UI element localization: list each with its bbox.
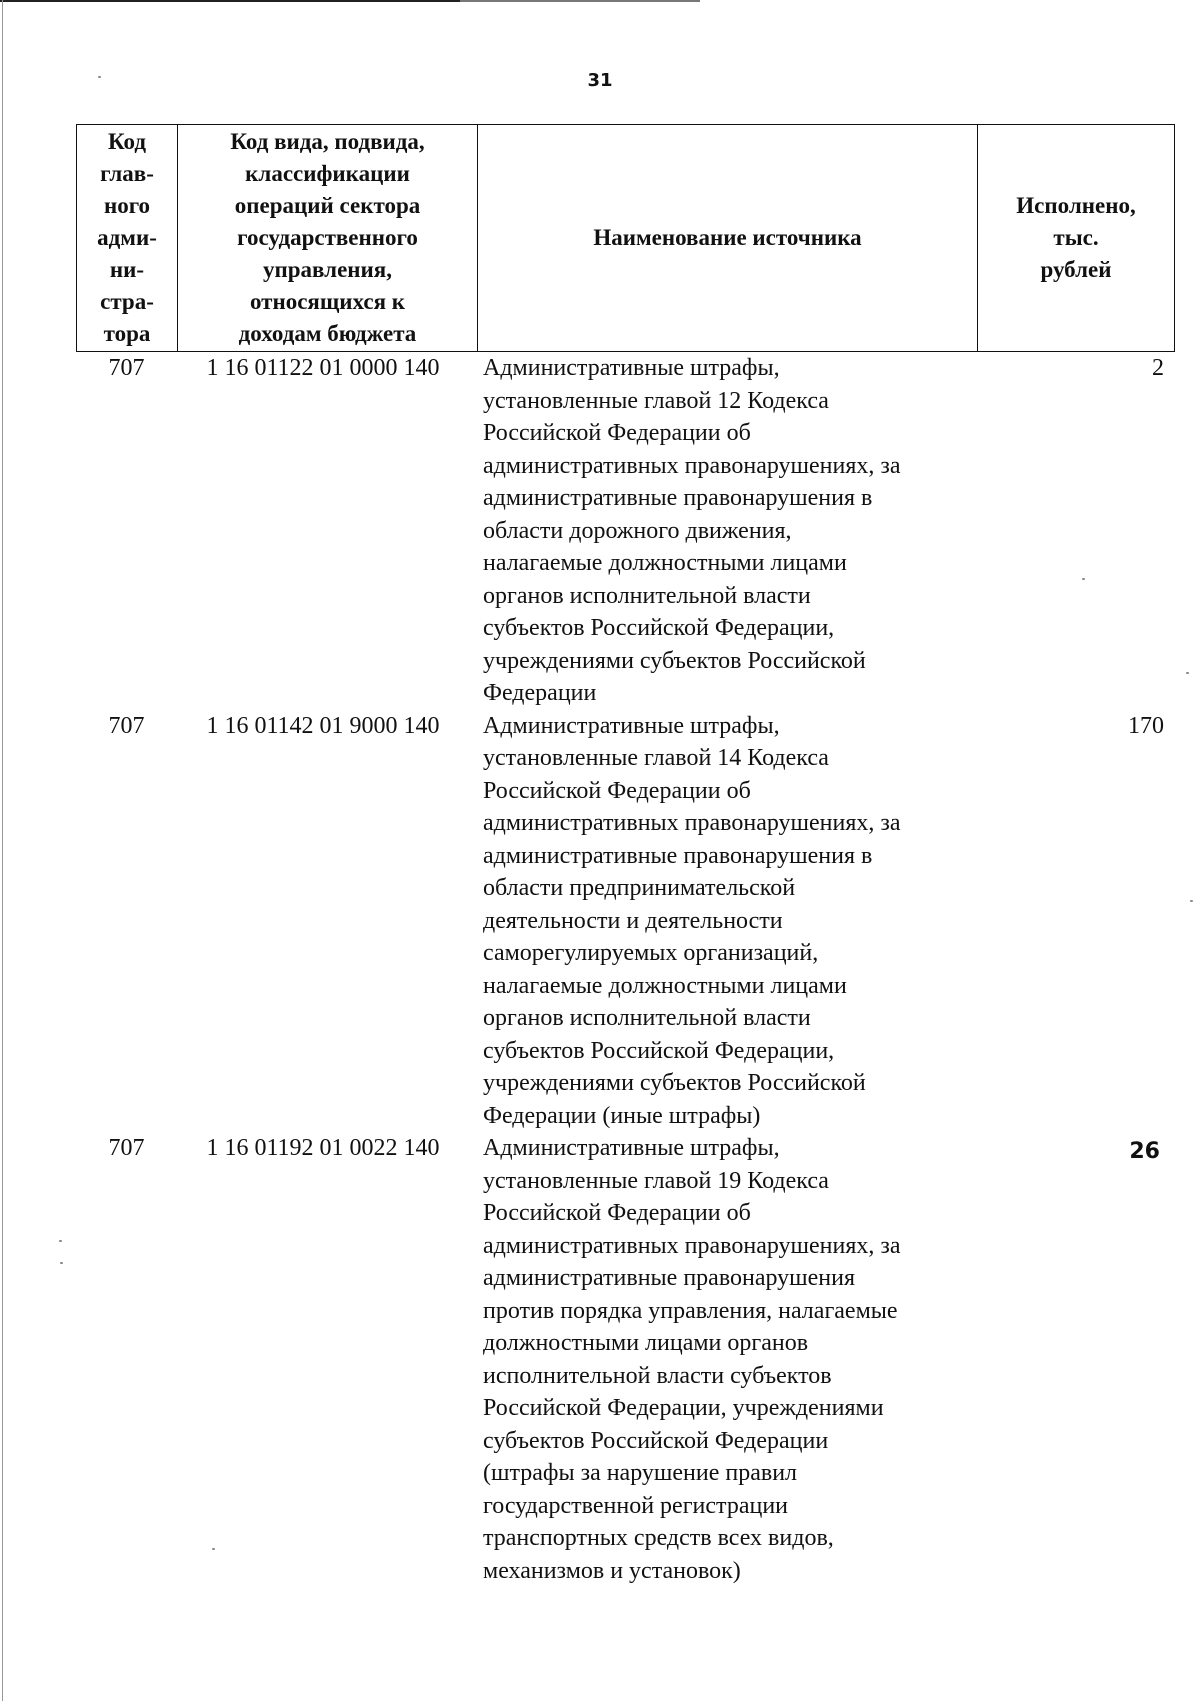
scan-speck (212, 1548, 215, 1550)
admin-code-cell: 707 (108, 355, 145, 381)
header-admin-code: Код глав- ного адми- ни- стра- тора (77, 125, 178, 352)
admin-code-cell: 707 (108, 1135, 145, 1161)
table-row (76, 710, 1174, 1133)
kbk-code-cell: 1 16 01192 01 0022 140 (206, 1135, 440, 1161)
scan-speck (1186, 672, 1189, 674)
header-kbk-code: Код вида, подвида, классификации операций сектора государственного управления, относящихся к доходам бюджета (178, 125, 478, 352)
scan-speck (1082, 578, 1085, 580)
kbk-code-cell: 1 16 01142 01 9000 140 (206, 712, 440, 739)
scan-edge-left (2, 0, 3, 1701)
scan-speck (59, 1240, 62, 1242)
table-body (76, 352, 1174, 1587)
kbk-code-cell: 1 16 01122 01 0000 140 (206, 355, 440, 381)
amount-cell: 170 (1128, 712, 1164, 739)
table-row (76, 352, 1174, 710)
source-name-cell: Административные штрафы, установленные главой 12 Кодекса Российской Федерации об административных правонарушениях, за административные правонарушения в области дорожного движения, налагаемые должностными лицами органов исполнительной власти субъектов Российской Федерации, учреждениями субъектов Российской Федерации (483, 355, 901, 706)
source-name-cell: Административные штрафы, установленные главой 19 Кодекса Российской Федерации об административных правонарушениях, за административные правонарушения против порядка управления, налагаемые должностными лицами органов исполнительной власти субъектов Российской Федерации, учреждениями субъектов Российской Федерации (штрафы за нарушение правил государственной регистрации транспортных средств всех видов, механизмов и установок) (483, 1135, 901, 1584)
admin-code-cell: 707 (108, 712, 145, 739)
header-row (77, 125, 1175, 352)
scan-speck (60, 1262, 63, 1264)
table-row (76, 1132, 1174, 1587)
scan-speck (1190, 900, 1193, 902)
amount-cell: 26 (1129, 1139, 1160, 1164)
table-header (76, 124, 1175, 352)
page-number: 31 (587, 70, 613, 91)
scan-edge-top (0, 0, 1200, 2)
amount-cell: 2 (1152, 355, 1164, 381)
header-amount: Исполнено, тыс. рублей (978, 125, 1175, 352)
scan-speck (98, 76, 101, 78)
source-name-cell: Административные штрафы, установленные главой 14 Кодекса Российской Федерации об административных правонарушениях, за административные правонарушения в области предпринимательской деятельности и деятельности саморегулируемых организаций, налагаемые должностными лицами органов исполнительной власти субъектов Российской Федерации, учреждениями субъектов Российской Федерации (иные штрафы) (483, 712, 901, 1129)
header-source-name: Наименование источника (478, 125, 978, 352)
